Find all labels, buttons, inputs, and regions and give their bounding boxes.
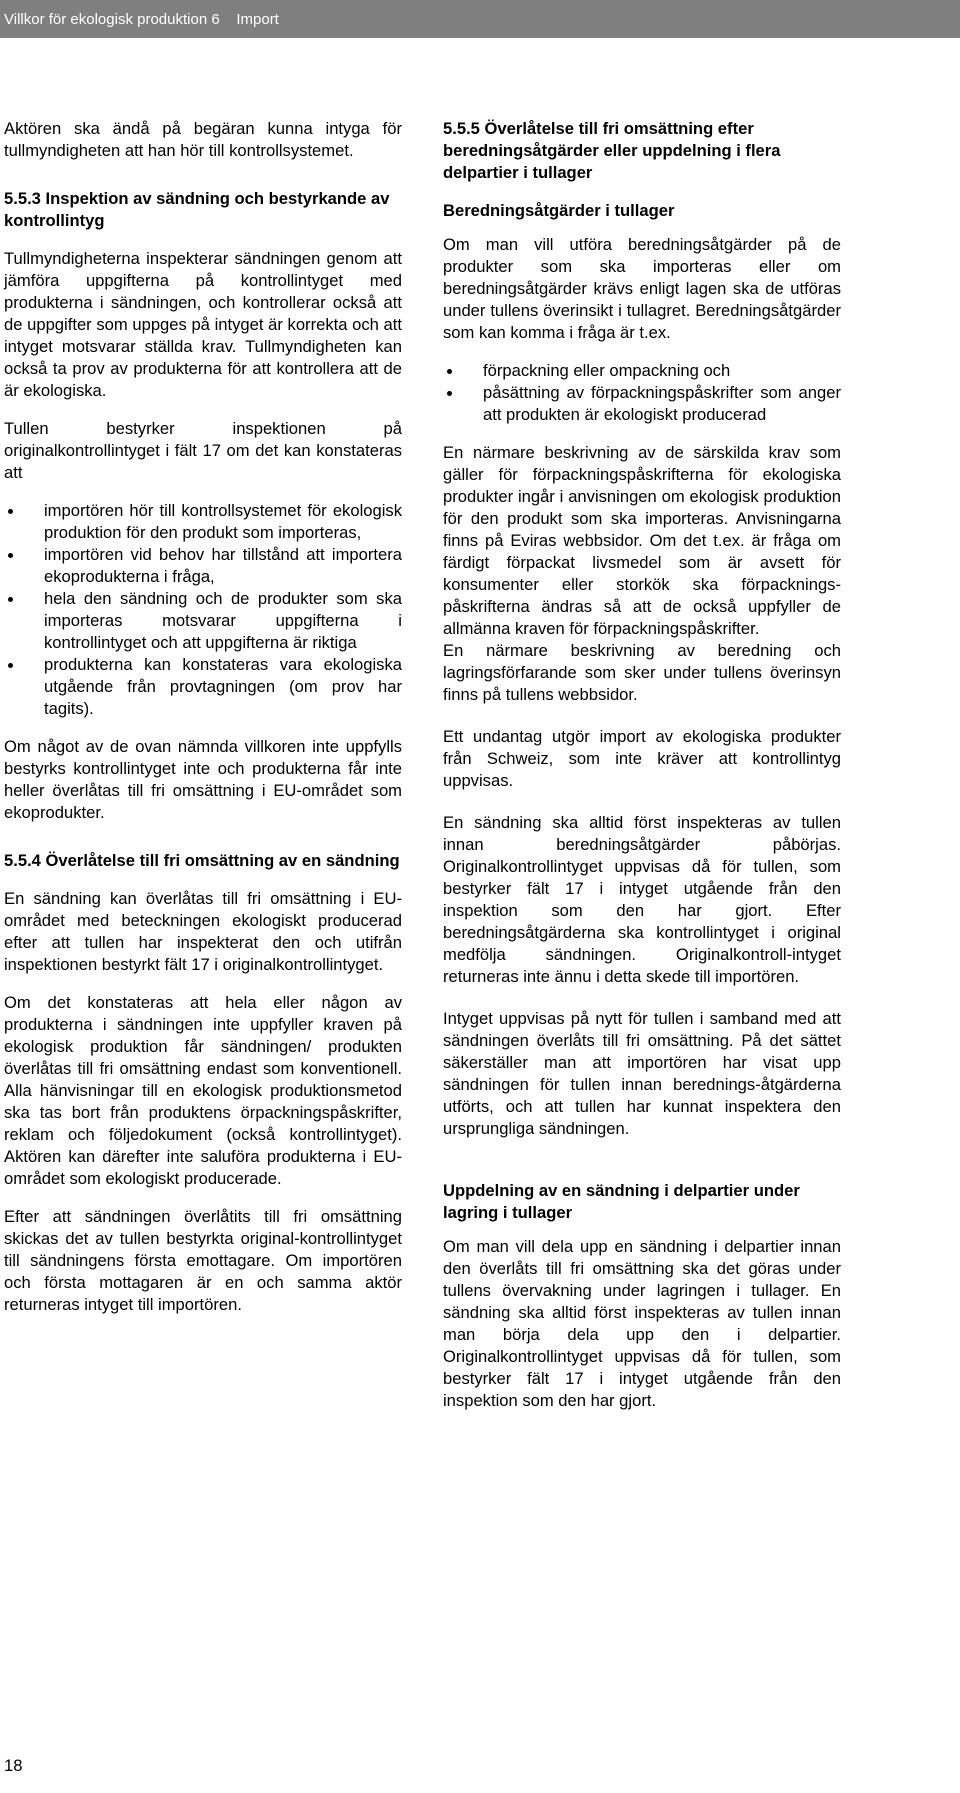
header-gap: [220, 11, 237, 28]
page-number: 18: [4, 1756, 23, 1775]
processing-list: [443, 360, 841, 426]
paragraph-nonconformity: Om det konstateras att hela eller någon av produkterna i sändningen inte uppfyller kraven på ekologisk produktion får sändningen/ produkten överlåtas till fri omsättning endast som konventionell. Alla hänvisningar till en ekologisk produktionsmetod ska tas bort från produktens örpackningspåskrifter, reklam och följedokument (också kontrollintyget). Aktören kan därefter inte saluföra produkterna i EU-området som ekologiskt producerade.: [4, 993, 402, 1188]
heading-5-5-3: 5.5.3 Inspektion av sändning och bestyrkande av kontrollintyg: [4, 189, 390, 230]
paragraph-inspection-first: En sändning ska alltid först inspekteras av tullen innan beredningsåtgärder påbörjas. Originalkontrollintyget uppvisas då för tullen, som bestyrker fält 17 i intyget utgående från den inspektion som den har gjort. Efter beredningsåtgärderna ska kontrollintyget i original medfölja sändningen. Originalkontroll-intyget returneras inte ännu i detta skede till importören.: [443, 813, 841, 986]
header-section: Import: [236, 10, 279, 28]
document-header: [0, 0, 960, 38]
heading-5-5-5: 5.5.5 Överlåtelse till fri omsättning efter beredningsåtgärder eller uppdelning i flera delpartier i tullager: [443, 119, 781, 182]
list-item: förpackning eller ompackning och: [443, 360, 841, 382]
list-item: hela den sändning och de produkter som ska importeras motsvarar uppgifterna i kontrollintyget och att uppgifterna är riktiga: [4, 588, 402, 654]
paragraph-release: En sändning kan överlåtas till fri omsättning i EU-området med beteckningen ekologiskt producerad efter att tullen har inspekterat den och utifrån inspektionen bestyrkt fält 17 i originalkontrollintyget.: [4, 889, 402, 974]
heading-processing: Beredningsåtgärder i tullager: [443, 201, 675, 220]
list-item: produkterna kan konstateras vara ekologiska utgående från provtagningen (om prov har tagits).: [4, 654, 402, 720]
paragraph-after-release: Efter att sändningen överlåtits till fri omsättning skickas det av tullen bestyrkta original-kontrollintyget till sändningens första emottagare. Om importören och första mottagaren är en och samma aktör returneras intyget till importören.: [4, 1207, 402, 1314]
paragraph-splitting: Om man vill dela upp en sändning i delpartier innan den överlåts till fri omsättning ska det göras under tullens övervakning under lagringen i tullager. En sändning ska alltid först inspekteras av tullen innan man börja dela upp den i delpartier. Originalkontrollintyget uppvisas då för tullen, som bestyrker fält 17 i intyget utgående från den inspektion som den har gjort.: [443, 1237, 841, 1410]
header-title: Villkor för ekologisk produktion 6: [4, 10, 220, 28]
paragraph-description: En närmare beskrivning av de särskilda krav som gäller för förpackningspåskrifterna för ekologiska produkter ingår i anvisningen om ekologisk produktion för den produkt som ska importeras. Anvisningarna finns på Eviras webbsidor. Om det t.ex. är fråga om färdigt förpackat livsmedel som är avsett för konsumenter eller storkök ska förpacknings-påskrifterna ändras så att de också uppfyller de allmänna kraven för förpackningspåskrifter.: [443, 443, 841, 638]
confirmation-list: [4, 500, 402, 720]
list-item: importören hör till kontrollsystemet för ekologisk produktion för den produkt som importeras,: [4, 500, 402, 544]
heading-5-5-4: 5.5.4 Överlåtelse till fri omsättning av en sändning: [4, 851, 400, 870]
paragraph-description-2: En närmare beskrivning av beredning och lagringsförfarande som sker under tullens överinsyn finns på tullens webbsidor.: [443, 641, 841, 704]
paragraph-inspection: Tullmyndigheterna inspekterar sändningen genom att jämföra uppgifterna på kontrollintyget med produkterna i sändningen, och kontrollerar också att de uppgifter som uppges på intyget är korrekta och att intyget motsvarar ställda krav. Tullmyndigheten kan också ta prov av produkterna för att kontrollera att de är ekologiska.: [4, 249, 402, 400]
paragraph-exception: Ett undantag utgör import av ekologiska produkter från Schweiz, som inte kräver att kontrollintyg uppvisas.: [443, 727, 841, 790]
list-item: påsättning av förpackningspåskrifter som anger att produkten är ekologiskt producerad: [443, 382, 841, 426]
paragraph-processing: Om man vill utföra beredningsåtgärder på de produkter som ska importeras eller om beredningsåtgärder krävs enligt lagen ska de utföras under tullens överinsikt i tullagret. Beredningsåtgärder som kan komma i fråga är t.ex.: [443, 235, 841, 342]
paragraph-confirmation: Tullen bestyrker inspektionen på originalkontrollintyget i fält 17 om det kan konstateras att: [4, 419, 402, 482]
paragraph-presented-again: Intyget uppvisas på nytt för tullen i samband med att sändningen överlåts till fri omsättning. På det sättet säkerställer man att importören har visat upp sändningen för tullen innan berednings-åtgärderna utförts, och att tullen har kunnat inspektera den ursprungliga sändningen.: [443, 1009, 841, 1138]
paragraph-intro: Aktören ska ändå på begäran kunna intyga för tullmyndigheten att han hör till kontrollsystemet.: [4, 119, 402, 160]
right-column: [443, 118, 841, 1412]
heading-splitting: Uppdelning av en sändning i delpartier under lagring i tullager: [443, 1181, 800, 1222]
left-column: [4, 118, 402, 1316]
paragraph-conditions: Om något av de ovan nämnda villkoren inte uppfylls bestyrks kontrollintyget inte och produkterna får inte heller överlåtas till fri omsättning i EU-området som ekoprodukter.: [4, 737, 402, 822]
list-item: importören vid behov har tillstånd att importera ekoprodukterna i fråga,: [4, 544, 402, 588]
